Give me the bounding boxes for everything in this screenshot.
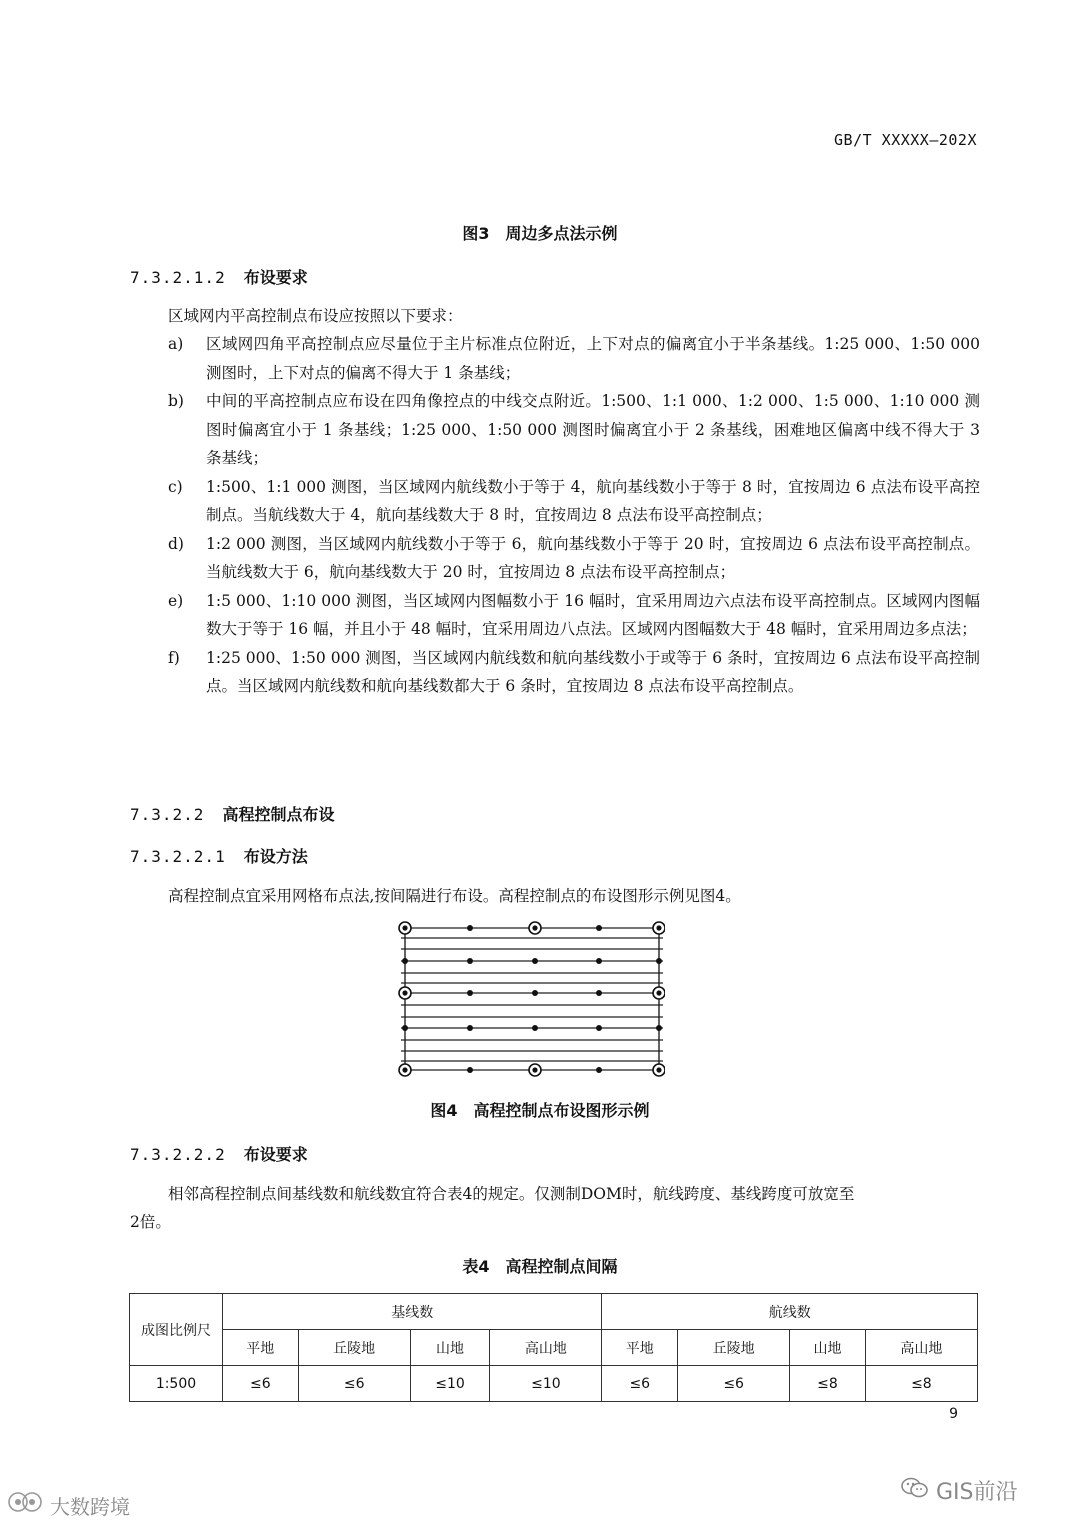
control-point <box>596 1067 602 1073</box>
section-title: 高程控制点布设 <box>222 805 335 824</box>
heading-7-3-2-2-1 <box>130 844 308 867</box>
control-point <box>467 958 473 964</box>
control-point-center <box>402 925 407 930</box>
value-cell: ≤6 <box>602 1366 678 1402</box>
terrain-header: 高山地 <box>865 1330 977 1366</box>
control-point <box>596 1025 602 1031</box>
list-text: 1:25 000、1:50 000 测图，当区域网内航线数和航向基线数小于或等于 6 条时，宜按周边 6 点法布设平高控制点。当区域网内航线数和航向基线数都大于 6 条时，宜按周边 8 点法布设平高控制点。 <box>206 648 980 695</box>
watermark-text-left: 大数跨境 <box>50 1495 130 1519</box>
control-point-grid-figure <box>395 918 665 1078</box>
section-title: 布设方法 <box>243 847 308 866</box>
control-point-center <box>656 1067 661 1072</box>
section-number: 7.3.2.1.2 <box>130 268 226 287</box>
control-point-center <box>532 925 537 930</box>
control-point <box>467 1067 473 1073</box>
list-text: 区域网四角平高控制点应尽量位于主片标准点位附近，上下对点的偏离宜小于半条基线。1:25 000、1:50 000 测图时，上下对点的偏离不得大于 1 条基线； <box>206 335 980 382</box>
terrain-header: 高山地 <box>490 1330 602 1366</box>
figure4-caption: 图4 高程控制点布设图形示例 <box>430 1101 650 1120</box>
requirement-paragraph-line1: 相邻高程控制点间基线数和航线数宜符合表4的规定。仅测制DOM时，航线跨度、基线跨度可放宽至 <box>168 1185 855 1203</box>
scale-cell: 1:500 <box>130 1366 223 1402</box>
group-header-route: 航线数 <box>602 1294 978 1330</box>
table-row <box>130 1366 978 1402</box>
chat-bubble-icon <box>6 1490 46 1521</box>
control-point <box>532 990 538 996</box>
control-point-center <box>656 990 661 995</box>
section-title: 布设要求 <box>243 1145 308 1164</box>
control-point <box>532 958 538 964</box>
control-point <box>596 990 602 996</box>
control-point <box>467 1025 473 1031</box>
control-point <box>467 925 473 931</box>
control-point-grid-diagram <box>395 918 665 1078</box>
list-item <box>168 473 980 530</box>
list-text: 中间的平高控制点应布设在四角像控点的中线交点附近。1:500、1:1 000、1:2 000、1:5 000、1:10 000 测图时偏离宜小于 1 条基线；1:25 000、1:50 000 测图时偏离宜小于 2 条基线，困难地区偏离中线不得大于 3 条基线； <box>206 392 980 467</box>
control-point <box>656 958 662 964</box>
requirement-paragraph-line2: 2倍。 <box>130 1213 171 1231</box>
terrain-header: 山地 <box>790 1330 866 1366</box>
control-point <box>402 958 408 964</box>
control-point <box>532 1025 538 1031</box>
control-interval-table <box>129 1293 978 1402</box>
wechat-icon <box>900 1476 930 1506</box>
value-cell: ≤8 <box>865 1366 977 1402</box>
list-text: 1:2 000 测图，当区域网内航线数小于等于 6，航向基线数小于等于 20 时，宜按周边 6 点法布设平高控制点。当航线数大于 6，航向基线数大于 20 时，宜按周边 8 点法布设平高控制点； <box>206 534 980 581</box>
list-text: 1:5 000、1:10 000 测图，当区域网内图幅数小于 16 幅时，宜采用周边六点法布设平高控制点。区域网内图幅数大于等于 16 幅，并且小于 48 幅时，宜采用周边八点法。区域网内图幅数大于 48 幅时，宜采用周边多点法； <box>206 591 980 638</box>
watermark-text-right: GIS前沿 <box>936 1480 1018 1505</box>
value-cell: ≤8 <box>790 1366 866 1402</box>
value-cell: ≤6 <box>223 1366 299 1402</box>
control-point-center <box>402 1067 407 1072</box>
terrain-header: 丘陵地 <box>298 1330 410 1366</box>
table-subheader-row <box>130 1330 978 1366</box>
requirements-list <box>168 330 980 701</box>
section-number: 7.3.2.2.2 <box>130 1145 226 1164</box>
list-text: 1:500、1:1 000 测图，当区域网内航线数小于等于 4，航向基线数小于等于 8 时，宜按周边 6 点法布设平高控制点。当航线数大于 4，航向基线数大于 8 时，宜按周边 8 点法布设平高控制点； <box>206 477 980 524</box>
list-marker: f) <box>168 648 180 667</box>
watermark-left <box>6 1490 130 1521</box>
intro-paragraph: 区域网内平高控制点布设应按照以下要求： <box>168 307 463 325</box>
list-item <box>168 330 980 387</box>
figure3-caption: 图3 周边多点法示例 <box>462 224 618 243</box>
terrain-header: 平地 <box>602 1330 678 1366</box>
section-number: 7.3.2.2 <box>130 805 205 824</box>
control-point <box>596 925 602 931</box>
control-point <box>467 990 473 996</box>
terrain-header: 平地 <box>223 1330 299 1366</box>
list-item <box>168 387 980 473</box>
document-code: GB/T XXXXX—202X <box>834 131 977 149</box>
list-marker: e) <box>168 591 184 610</box>
value-cell: ≤6 <box>298 1366 410 1402</box>
list-marker: b) <box>168 392 184 410</box>
section-title: 布设要求 <box>243 268 308 287</box>
list-item <box>168 587 980 644</box>
table-header-row <box>130 1294 978 1330</box>
control-point-center <box>402 990 407 995</box>
terrain-header: 山地 <box>410 1330 490 1366</box>
method-paragraph: 高程控制点宜采用网格布点法,按间隔进行布设。高程控制点的布设图形示例见图4。 <box>168 887 741 905</box>
page-number: 9 <box>949 1406 958 1422</box>
list-marker: d) <box>168 534 184 553</box>
list-marker: a) <box>168 335 184 353</box>
heading-7-3-2-2-2 <box>130 1142 308 1165</box>
column-header-scale: 成图比例尺 <box>130 1294 223 1366</box>
list-item <box>168 530 980 587</box>
list-marker: c) <box>168 477 183 496</box>
section-number: 7.3.2.2.1 <box>130 847 226 866</box>
control-point <box>402 1025 408 1031</box>
value-cell: ≤10 <box>490 1366 602 1402</box>
value-cell: ≤10 <box>410 1366 490 1402</box>
list-item <box>168 644 980 701</box>
watermark-right <box>900 1475 1018 1506</box>
control-point <box>596 958 602 964</box>
table4-caption: 表4 高程控制点间隔 <box>462 1257 618 1276</box>
control-point <box>656 1025 662 1031</box>
terrain-header: 丘陵地 <box>678 1330 790 1366</box>
value-cell: ≤6 <box>678 1366 790 1402</box>
heading-7-3-2-2 <box>130 802 334 825</box>
control-point-center <box>656 925 661 930</box>
group-header-baseline: 基线数 <box>223 1294 602 1330</box>
control-point-center <box>532 1067 537 1072</box>
heading-7-3-2-1-2 <box>130 265 308 288</box>
